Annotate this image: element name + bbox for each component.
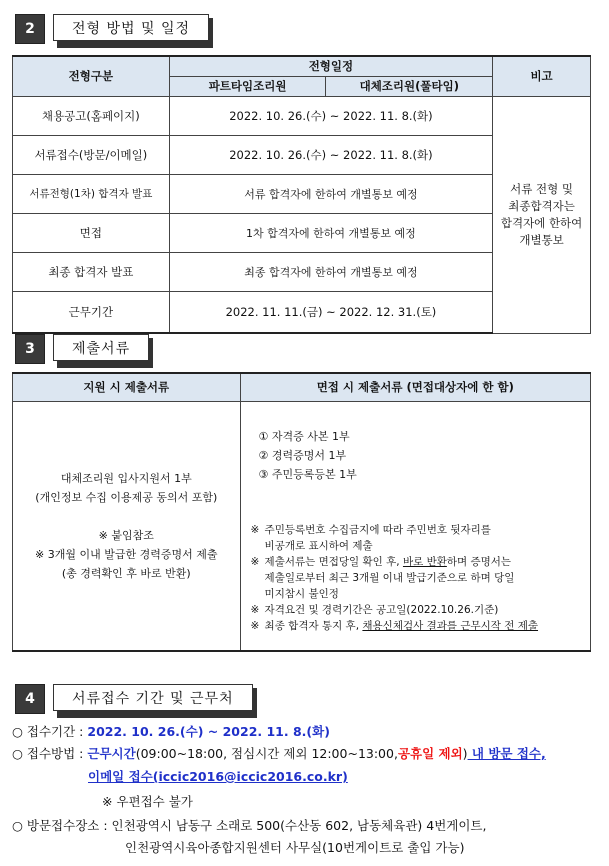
row-schedule: 2022. 10. 26.(수) ~ 2022. 11. 8.(화) — [169, 135, 492, 174]
list-item: ② 경력증명서 1부 — [258, 448, 347, 462]
row-schedule: 1차 합격자에 한하여 개별통보 예정 — [169, 213, 492, 252]
section-title: 전형 방법 및 일정 — [53, 14, 209, 41]
note: ※ 주민등록번호 수집금지에 따라 주민번호 뒷자리를 — [250, 523, 491, 536]
note: ※ 자격요건 및 경력기간은 공고일(2022.10.26.기준) — [250, 603, 499, 616]
documents-table — [12, 372, 591, 652]
section-2-header — [15, 14, 209, 44]
row-label: 최종 합격자 발표 — [13, 252, 170, 291]
row-schedule: 2022. 11. 11.(금) ~ 2022. 12. 31.(토) — [169, 291, 492, 333]
section-number: 2 — [15, 14, 45, 44]
col-interview: 면접 시 제출서류 (면접대상자에 한 함) — [240, 373, 590, 401]
section-title: 제출서류 — [53, 334, 149, 361]
note: ※ 제출서류는 면접당일 확인 후, 바로 반환하며 증명서는 — [250, 555, 512, 568]
method-email — [88, 767, 348, 787]
row-schedule: 2022. 10. 26.(수) ~ 2022. 11. 8.(화) — [169, 96, 492, 135]
section-4-header — [15, 684, 253, 714]
col-part: 파트타임조리원 — [169, 76, 326, 96]
col-sub: 대체조리원(풀타임) — [326, 76, 493, 96]
row-schedule: 최종 합격자에 한하여 개별통보 예정 — [169, 252, 492, 291]
row-label: 면접 — [13, 213, 170, 252]
row-label: 서류접수(방문/이메일) — [13, 135, 170, 174]
col-category: 전형구분 — [13, 56, 170, 96]
period-line: ○ 접수기간 : 2022. 10. 26.(수) ~ 2022. 11. 8.(화) — [12, 724, 330, 739]
row-label: 서류전형(1차) 합격자 발표 — [13, 174, 170, 213]
note: ※ 최종 합격자 통지 후, 채용신체검사 결과를 근무시작 전 제출 — [250, 619, 539, 632]
section-number: 4 — [15, 684, 45, 714]
list-item: ③ 주민등록등본 1부 — [258, 467, 357, 481]
place-line: ○ 방문접수장소 : 인천광역시 남동구 소래로 500(수산동 602, 남동체육관) 4번게이트, — [12, 818, 487, 833]
schedule-table — [12, 55, 591, 334]
section-3-header — [15, 334, 149, 364]
col-schedule: 전형일정 — [169, 56, 492, 76]
email-link[interactable]: 이메일 접수(iccic2016@iccic2016.co.kr) — [88, 769, 348, 784]
postal-note: ※ 우편접수 불가 — [102, 794, 193, 809]
row-schedule: 서류 합격자에 한하여 개별통보 예정 — [169, 174, 492, 213]
period-value: 2022. 10. 26.(수) ~ 2022. 11. 8.(화) — [87, 724, 330, 739]
section-number: 3 — [15, 334, 45, 364]
col-apply: 지원 시 제출서류 — [13, 373, 241, 401]
col-remark: 비고 — [493, 56, 591, 96]
interview-docs-cell: ① 자격증 사본 1부 ② 경력증명서 1부 ③ 주민등록등본 1부 ※ 주민등록번호 수집금지에 따라 주민번호 뒷자리를 비공개로 표시하여 제출 ※ 제출서류는 면접당일 확인 후, 바로 반환하며 증명서는 제출일로부터 최근 3개월 이내 발급기준으로 하며 당일 미지참시 불인정 ※ 자격요건 및 경력기간은 공고일(2022.10.26.기준) ※ 최종 합격자 통지 후, 채용신체검사 결과를 근무시작 전 제출 — [240, 401, 590, 651]
table-row — [13, 96, 591, 135]
place-line-2: 인천광역시육아종합지원센터 사무실(10번게이트로 출입 가능) — [125, 840, 465, 855]
apply-docs-cell: 대체조리원 입사지원서 1부 (개인정보 수집 이용제공 동의서 포함) ※ 붙임참조 ※ 3개월 이내 발급한 경력증명서 제출 (총 경력확인 후 바로 반환) — [13, 401, 241, 651]
method-line: ○ 접수방법 : 근무시간(09:00~18:00, 점심시간 제외 12:00~13:00,공휴일 제외) 내 방문 접수, — [12, 746, 546, 761]
remark-cell: 서류 전형 및 최종합격자는 합격자에 한하여 개별통보 — [493, 96, 591, 333]
row-label: 채용공고(홈페이지) — [13, 96, 170, 135]
list-item: ① 자격증 사본 1부 — [258, 429, 350, 443]
row-label: 근무기간 — [13, 291, 170, 333]
section-title: 서류접수 기간 및 근무처 — [53, 684, 253, 711]
